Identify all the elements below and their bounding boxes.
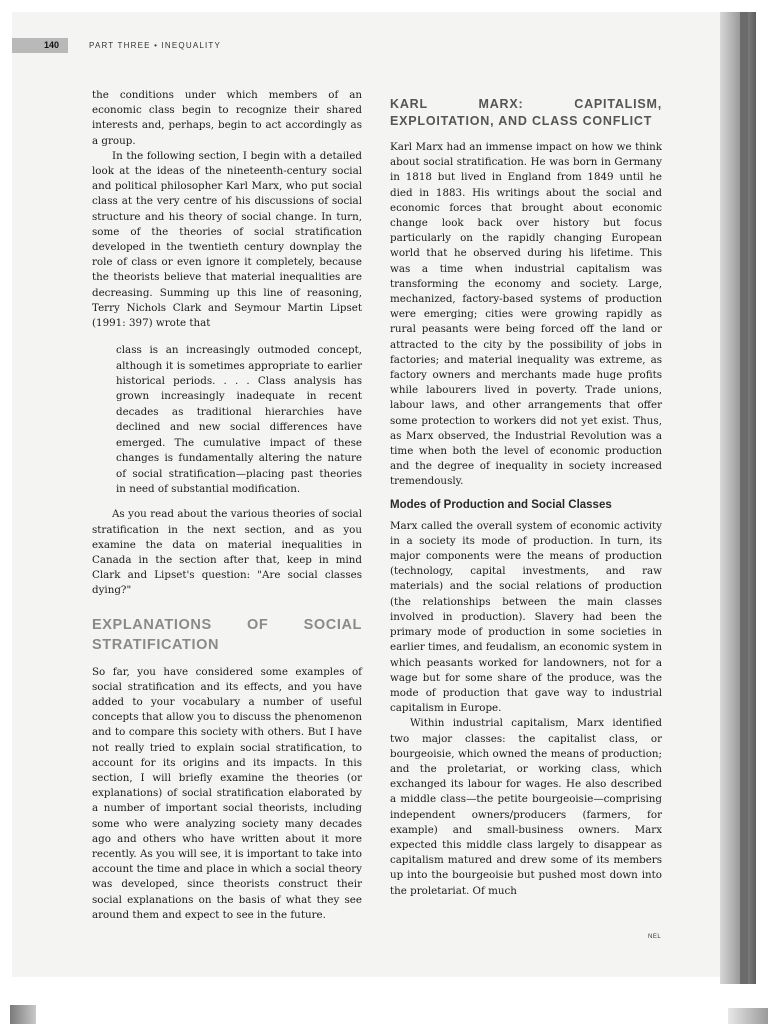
book-spine-edge (740, 12, 748, 984)
right-paragraph-2: Marx called the overall system of economic activity in a society its mode of production. In turn, its major components were the means of production (technology, capital investments, and raw materials) and the social relations of production (the relationships between the main classes involved in production). Slavery had been the primary mode of production in some societies in earlier times, and feudalism, an economic system in which peasants worked for landowners, not for a wage but for some share of the produce, was the mode of production that gave way to industrial capitalism in Europe. (390, 519, 662, 715)
section-heading-explanations: EXPLANATIONS OF SOCIAL STRATIFICATION (92, 616, 362, 653)
left-paragraph-3: As you read about the various theories of social stratification in the next section, and as you examine the data on material inequalities in Canada in the section after that, keep in mind Clark and Lipset's question: "Are social classes dying?" (92, 508, 362, 597)
book-spine-shadow (720, 12, 756, 984)
page-number: 140 (44, 40, 60, 50)
left-paragraph-1: the conditions under which members of an economic class begin to recognize their shared interests and, perhaps, begin to act accordingly as a group. (92, 89, 362, 147)
running-head: PART THREE • INEQUALITY (89, 41, 222, 50)
publisher-code: NEL (648, 934, 662, 940)
block-quote: class is an increasingly outmoded concept, although it is sometimes appropriate to earlier historical periods. . . . Class analysis has grown increasingly inadequate in recent decades as traditional hierarchies have declined and new social differences have emerged. The cumulative impact of these changes is fundamentally altering the nature of social stratification—placing past theories in need of substantial modification. (116, 344, 362, 495)
section-heading-karl-marx: KARL MARX: CAPITALISM, EXPLOITATION, AND CLASS CONFLICT (390, 97, 662, 128)
scan-corner-mark-right (728, 1008, 768, 1024)
right-paragraph-3: Within industrial capitalism, Marx identified two major classes: the capitalist class, or bourgeoisie, which owned the means of production; and the proletariat, or working class, which exchanged its labour for wages. He also described a middle class—the petite bourgeoisie—comprising independent owners/producers (farmers, for example) and small-business owners. Marx expected this middle class largely to disappear as capitalism matured and drew some of its members up into the bourgeoisie but pushed most down into the proletariat. Of much (390, 717, 662, 897)
left-paragraph-2: In the following section, I begin with a detailed look at the ideas of the nineteenth-century social and political philosopher Karl Marx, who put social class at the very centre of his discussions of social structure and his theory of social change. In turn, some of the theories of social stratification developed in the twentieth century downplay the role of class or even ignore it completely, because the theorists believe that material inequalities are decreasing. Summing up this line of reasoning, Terry Nichols Clark and Seymour Martin Lipset (1991: 397) wrote that (92, 149, 362, 330)
right-paragraph-1: Karl Marx had an immense impact on how we think about social stratification. He was born in Germany in 1818 but lived in England from 1849 until he died in 1883. His writings about the social and economic forces that brought about economic change look back over history but focus particularly on the rapidly changing European world that he observed during his lifetime. This was a time when industrial capitalism was transforming the economy and society. Large, mechanized, factory-based systems of production were emerging; cities were growing rapidly as rural peasants were being forced off the land or attracted to the city by the possibility of jobs in factories; and material inequality was extreme, as factory owners and merchants made huge profits while labourers lived in poverty. Trade unions, labour laws, and other arrangements that offer some protection to workers did not yet exist. Thus, as Marx observed, the Industrial Revolution was a time when both the level of economic production and the degree of inequality in society increased tremendously. (390, 141, 662, 488)
right-column (390, 96, 662, 899)
left-column (92, 88, 362, 923)
scan-corner-mark-left (10, 1005, 36, 1024)
subheading-modes-of-production: Modes of Production and Social Classes (390, 498, 612, 511)
left-paragraph-4: So far, you have considered some examples of social stratification and its effects, and you have added to your vocabulary a number of useful concepts that allow you to discuss the phenomenon and to compare this society with others. But I have not really tried to explain social stratification, to account for its origins and its impacts. In this section, I will briefly examine the theories (or explanations) of social stratification elaborated by a number of important social theorists, including some who were analyzing society many decades ago and others who have written about it more recently. As you will see, it is important to take into account the time and place in which a social theory was developed, since theorists construct their social explanations on the basis of what they see around them and expect to see in the future. (92, 665, 362, 921)
scan-margin (0, 995, 768, 1024)
